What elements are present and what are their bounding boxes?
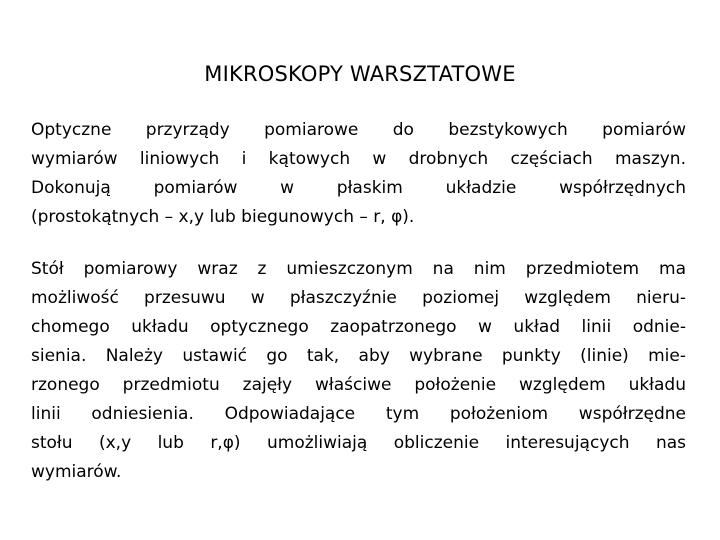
paragraph-line: możliwość przesuwu w płaszczyźnie poziomej względem nieru-: [31, 288, 686, 308]
paragraph-line: linii odniesienia. Odpowiadające tym położeniom współrzędne: [31, 404, 686, 424]
page-title: MIKROSKOPY WARSZTATOWE: [204, 62, 516, 86]
paragraph-line: sienia. Należy ustawić go tak, aby wybrane punkty (linie) mie-: [31, 346, 686, 366]
paragraph-line: rzonego przedmiotu zajęły właściwe położenie względem układu: [31, 375, 686, 395]
paragraph-line: Stół pomiarowy wraz z umieszczonym na nim przedmiotem ma: [31, 259, 686, 279]
paragraph-line: Optyczne przyrządy pomiarowe do bezstykowych pomiarów: [31, 120, 686, 140]
paragraph-line: wymiarów liniowych i kątowych w drobnych częściach maszyn.: [31, 149, 686, 169]
paragraph-line: Dokonują pomiarów w płaskim układzie współrzędnych: [31, 178, 686, 198]
paragraph-line: (prostokątnych – x,y lub biegunowych – r, φ).: [31, 207, 415, 227]
paragraph-measuring-table: [31, 255, 686, 487]
paragraph-line: stołu (x,y lub r,φ) umożliwiają obliczenie interesujących nas: [31, 433, 686, 453]
paragraph-intro: [31, 116, 686, 232]
paragraph-line: chomego układu optycznego zaopatrzonego w układ linii odnie-: [31, 317, 686, 337]
paragraph-line: wymiarów.: [31, 462, 122, 482]
